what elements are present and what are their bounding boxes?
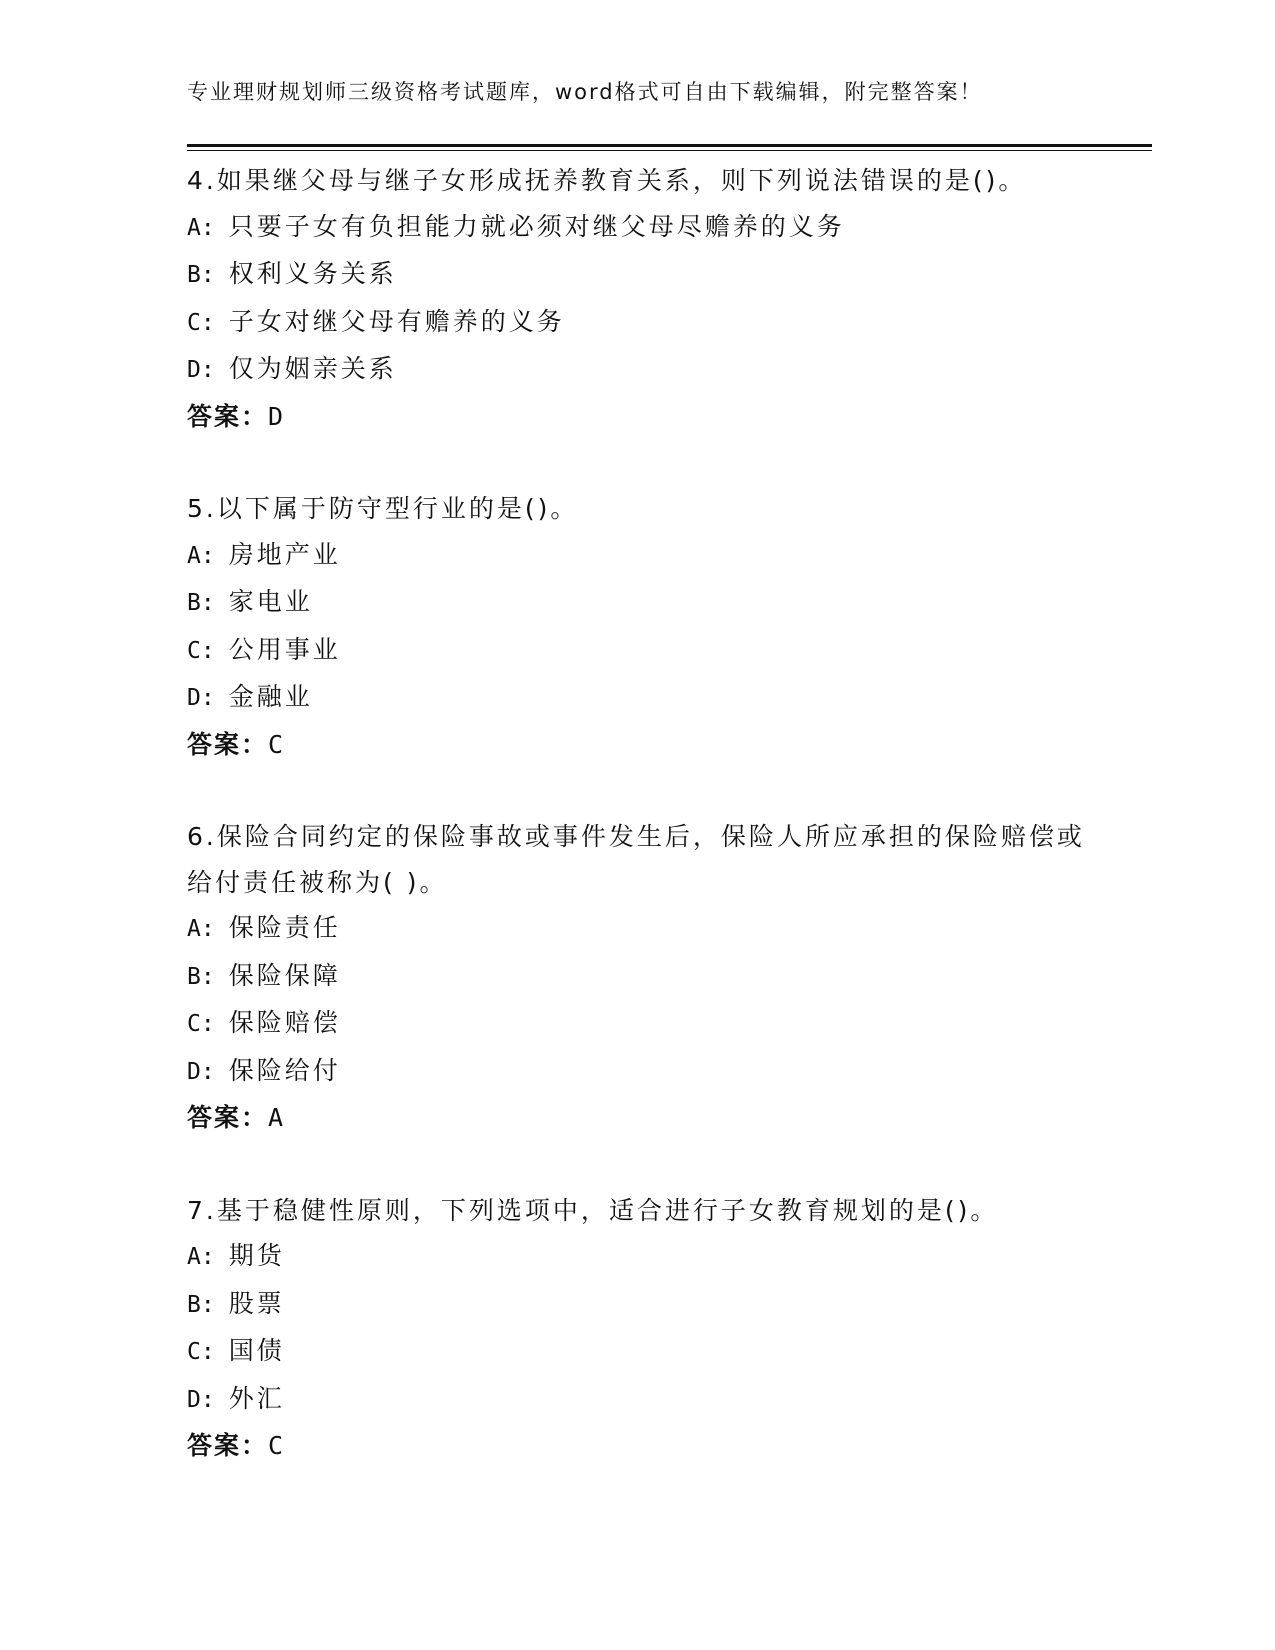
- option-key: A: [187, 542, 201, 569]
- option-separator: :: [200, 357, 215, 383]
- option-c: [187, 299, 1107, 347]
- header-divider: [187, 144, 1152, 147]
- option-separator: :: [200, 1058, 215, 1085]
- answer-value: D: [268, 401, 284, 431]
- answer-value: C: [268, 729, 284, 759]
- question-stem: 5.以下属于防守型行业的是()。: [187, 494, 579, 523]
- option-text: 保险给付: [228, 1055, 341, 1085]
- option-separator: :: [200, 1291, 215, 1318]
- option-d: [187, 1048, 1107, 1096]
- option-text: 保险保障: [228, 960, 341, 990]
- option-separator: :: [200, 590, 215, 616]
- option-key: D: [187, 1386, 201, 1413]
- option-c: [187, 1000, 1107, 1048]
- option-a: [187, 1233, 1107, 1281]
- option-key: A: [187, 214, 201, 241]
- option-text: 只要子女有负担能力就必须对继父母尽赡养的义务: [228, 211, 845, 241]
- option-b: [187, 251, 1107, 299]
- answer-label: 答案：: [187, 1103, 269, 1132]
- option-key: D: [187, 1058, 201, 1085]
- option-text: 金融业: [228, 682, 313, 711]
- question-stem: 4.如果继父母与继子女形成抚养教育关系，则下列说法错误的是()。: [187, 166, 1027, 195]
- option-text: 外汇: [228, 1383, 285, 1413]
- page-header: 专业理财规划师三级资格考试题库，word格式可自由下载编辑，附完整答案！: [187, 80, 983, 104]
- question-list: [187, 158, 1107, 1516]
- option-d: [187, 674, 1107, 722]
- option-key: B: [187, 963, 201, 990]
- option-separator: :: [200, 1339, 215, 1365]
- option-separator: :: [200, 262, 215, 288]
- option-text: 公用事业: [228, 634, 341, 664]
- option-separator: :: [200, 685, 215, 711]
- option-key: C: [187, 1339, 201, 1365]
- option-key: C: [187, 309, 201, 336]
- option-key: B: [187, 1291, 201, 1318]
- option-text: 房地产业: [228, 539, 341, 569]
- option-separator: :: [200, 916, 215, 942]
- option-c: [187, 627, 1107, 675]
- option-key: A: [187, 916, 201, 942]
- question-stem: 6.保险合同约定的保险事故或事件发生后，保险人所应承担的保险赔偿或给付责任被称为( )。: [187, 822, 1085, 897]
- question-4: [187, 158, 1107, 439]
- answer-value: A: [268, 1103, 284, 1132]
- option-text: 子女对继父母有赡养的义务: [228, 306, 565, 336]
- option-key: C: [187, 637, 201, 664]
- option-separator: :: [200, 309, 215, 336]
- answer-line: [187, 722, 1107, 768]
- option-separator: :: [200, 637, 215, 664]
- option-separator: :: [200, 963, 215, 990]
- option-text: 股票: [228, 1288, 285, 1318]
- question-7: [187, 1188, 1107, 1469]
- option-d: [187, 1376, 1107, 1424]
- option-key: C: [187, 1011, 201, 1037]
- option-a: [187, 905, 1107, 953]
- option-key: D: [187, 357, 201, 383]
- option-text: 期货: [228, 1241, 285, 1270]
- question-stem: 7.基于稳健性原则，下列选项中，适合进行子女教育规划的是()。: [187, 1195, 999, 1225]
- question-5: [187, 486, 1107, 767]
- option-key: A: [187, 1244, 201, 1270]
- answer-line: [187, 1423, 1107, 1469]
- option-c: [187, 1328, 1107, 1376]
- answer-label: 答案：: [187, 729, 269, 759]
- option-key: B: [187, 590, 201, 616]
- option-b: [187, 953, 1107, 1001]
- option-text: 家电业: [228, 587, 313, 616]
- answer-line: [187, 394, 1107, 440]
- option-d: [187, 346, 1107, 394]
- header-divider-thin: [187, 150, 1152, 151]
- option-text: 国债: [228, 1336, 285, 1365]
- option-separator: :: [200, 1011, 215, 1037]
- option-a: [187, 532, 1107, 580]
- option-b: [187, 579, 1107, 627]
- question-6: [187, 814, 1107, 1141]
- answer-label: 答案：: [187, 401, 269, 431]
- option-separator: :: [200, 214, 215, 241]
- option-a: [187, 204, 1107, 252]
- option-separator: :: [200, 542, 215, 569]
- option-separator: :: [200, 1386, 215, 1413]
- option-separator: :: [200, 1244, 215, 1270]
- answer-value: C: [268, 1431, 284, 1460]
- answer-line: [187, 1095, 1107, 1141]
- option-key: B: [187, 262, 201, 288]
- option-text: 仅为姻亲关系: [228, 354, 397, 383]
- answer-label: 答案：: [187, 1431, 269, 1460]
- option-text: 保险赔偿: [228, 1008, 341, 1037]
- option-key: D: [187, 685, 201, 711]
- option-text: 权利义务关系: [228, 259, 397, 288]
- option-b: [187, 1281, 1107, 1329]
- option-text: 保险责任: [228, 913, 341, 942]
